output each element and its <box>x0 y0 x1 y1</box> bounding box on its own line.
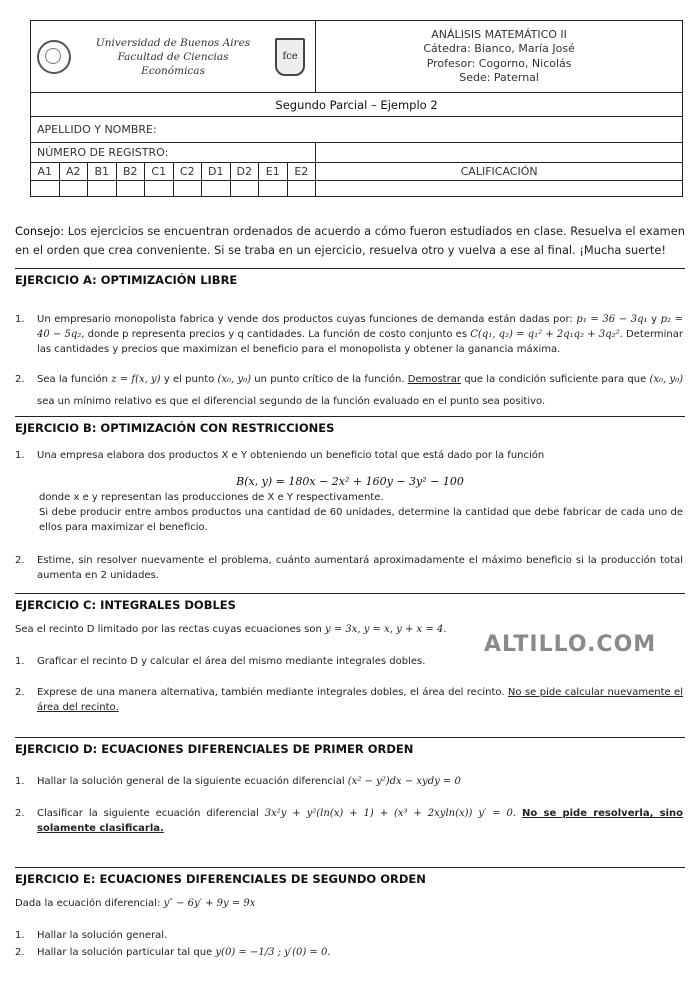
course-info-cell <box>316 21 683 93</box>
code-cell: C2 <box>173 163 202 181</box>
registry-blank <box>316 143 683 163</box>
score-box[interactable] <box>173 181 202 197</box>
course-chair: Cátedra: Bianco, María José <box>423 42 575 55</box>
section-d-title: EJERCICIO D: ECUACIONES DIFERENCIALES DE PRIMER ORDEN <box>15 742 414 756</box>
advice-text: Los ejercicios se encuentran ordenados de acuerdo a cómo fueron estudiados en clase. Resuelva el examen en el orden que crea conveniente. Si se traba en un ejercicio, resuelva otro y vuelva a ese al final. ¡Mucha suerte! <box>15 224 686 257</box>
section-d-item-1: 1. Hallar la solución general de la siguiente ecuación diferencial (x² − y²)dx − xydy = 0 <box>15 776 461 787</box>
surname-field[interactable]: APELLIDO Y NOMBRE: <box>31 117 683 143</box>
section-a-item-1: 1. Un empresario monopolista fabrica y vende dos productos cuyas funciones de demanda están dadas por: p₁ = 36 − 3q₁ y p₂ = 40 − 5q₂, donde p representa precios y q cantidades. La función de costo conjunto es C(q₁, q₂) = q₁² + 2q₁q₂ + 3q₂². Determinar las cantidades y precios que maximizan el beneficio para el monopolista y obtener la ganancia máxima. <box>15 314 684 355</box>
section-c-item-2: 2. Exprese de una manera alternativa, también mediante integrales dobles, el área del recinto. No se pide calcular nuevamente el área del recinto. <box>15 687 683 713</box>
registry-field[interactable]: NÚMERO DE REGISTRO: <box>31 143 316 163</box>
section-b-title: EJERCICIO B: OPTIMIZACIÓN CON RESTRICCIONES <box>15 421 335 435</box>
score-box[interactable] <box>116 181 145 197</box>
code-cell: A1 <box>31 163 60 181</box>
grade-label: CALIFICACIÓN <box>316 163 683 181</box>
section-e-item-1: 1. Hallar la solución general. <box>15 930 168 941</box>
score-box[interactable] <box>259 181 288 197</box>
uba-seal-icon <box>37 40 71 74</box>
section-e-intro: Dada la ecuación diferencial: y″ − 6y′ + 9y = 9x <box>15 898 256 909</box>
exercise-codes-row <box>31 163 683 181</box>
score-box[interactable] <box>145 181 174 197</box>
section-d-item-2: 2. Clasificar la siguiente ecuación diferencial 3x²y + y²(ln(x) + 1) + (x³ + 2xyln(x)) y′ = 0. No se pide resolverla, sino solamente clasificarla. <box>15 808 683 834</box>
course-professor: Profesor: Cogorno, Nicolás <box>426 56 572 70</box>
code-cell: B1 <box>88 163 117 181</box>
score-box[interactable] <box>31 181 60 197</box>
course-name: ANÁLISIS MATEMÁTICO II <box>431 27 567 41</box>
section-c-title: EJERCICIO C: INTEGRALES DOBLES <box>15 598 236 612</box>
code-cell: D2 <box>230 163 259 181</box>
section-d-header <box>15 737 685 756</box>
code-cell: C1 <box>145 163 174 181</box>
fce-logo-icon: fce <box>275 38 305 76</box>
score-box[interactable] <box>59 181 88 197</box>
section-e-header <box>15 867 685 886</box>
section-a-header <box>15 268 685 287</box>
section-b-item-1: 1. Una empresa elabora dos productos X e Y obteniendo un beneficio total que está dado por la función <box>15 450 545 461</box>
university-name: Universidad de Buenos Aires Facultad de Ciencias Económicas <box>95 36 251 77</box>
profit-equation: B(x, y) = 180x − 2x² + 160y − 3y² − 100 <box>236 475 464 488</box>
section-e-item-2: 2. Hallar la solución particular tal que y(0) = −1/3 ; y′(0) = 0. <box>15 947 331 958</box>
section-c-intro: Sea el recinto D limitado por las rectas cuyas ecuaciones son y = 3x, y = x, y + x = 4. <box>15 624 447 635</box>
code-cell: E1 <box>259 163 288 181</box>
score-box[interactable] <box>230 181 259 197</box>
grade-box[interactable] <box>316 181 683 197</box>
exam-header-table <box>30 20 683 197</box>
section-b-header <box>15 416 685 435</box>
code-cell: B2 <box>116 163 145 181</box>
exam-title: Segundo Parcial – Ejemplo 2 <box>31 93 683 117</box>
section-e-title: EJERCICIO E: ECUACIONES DIFERENCIALES DE SEGUNDO ORDEN <box>15 872 426 886</box>
score-box[interactable] <box>88 181 117 197</box>
code-cell: E2 <box>287 163 316 181</box>
section-b-item-2: 2. Estime, sin resolver nuevamente el problema, cuánto aumentará aproximadamente el máximo beneficio si la producción total aumenta en 2 unidades. <box>15 555 683 581</box>
course-site: Sede: Paternal <box>459 71 539 84</box>
score-box[interactable] <box>287 181 316 197</box>
code-cell: A2 <box>59 163 88 181</box>
section-c-item-1: 1. Graficar el recinto D y calcular el área del mismo mediante integrales dobles. <box>15 656 426 667</box>
advice-label: Consejo: <box>15 224 65 238</box>
score-box[interactable] <box>202 181 231 197</box>
section-b-item-1-cont: donde x e y representan las producciones de X e Y respectivamente. Si debe producir entre ambos productos una cantidad de 60 unidades, determine la cantidad que debe fabricar de cada uno de ellos para maximizar el beneficio. <box>39 492 683 533</box>
advice-paragraph <box>15 222 685 260</box>
grade-entry-row <box>31 181 683 197</box>
altillo-watermark: ALTILLO.COM <box>484 632 657 657</box>
university-cell <box>31 21 316 93</box>
section-a-item-2: 2. Sea la función z = f(x, y) y el punto (x₀, y₀) un punto crítico de la función. Demostrar que la condición suficiente para que (x₀, y₀) sea un mínimo relativo es que el diferencial segundo de la función evaluado en el punto sea positivo. <box>15 374 684 407</box>
section-c-header <box>15 593 685 612</box>
code-cell: D1 <box>202 163 231 181</box>
section-a-title: EJERCICIO A: OPTIMIZACIÓN LIBRE <box>15 273 238 287</box>
